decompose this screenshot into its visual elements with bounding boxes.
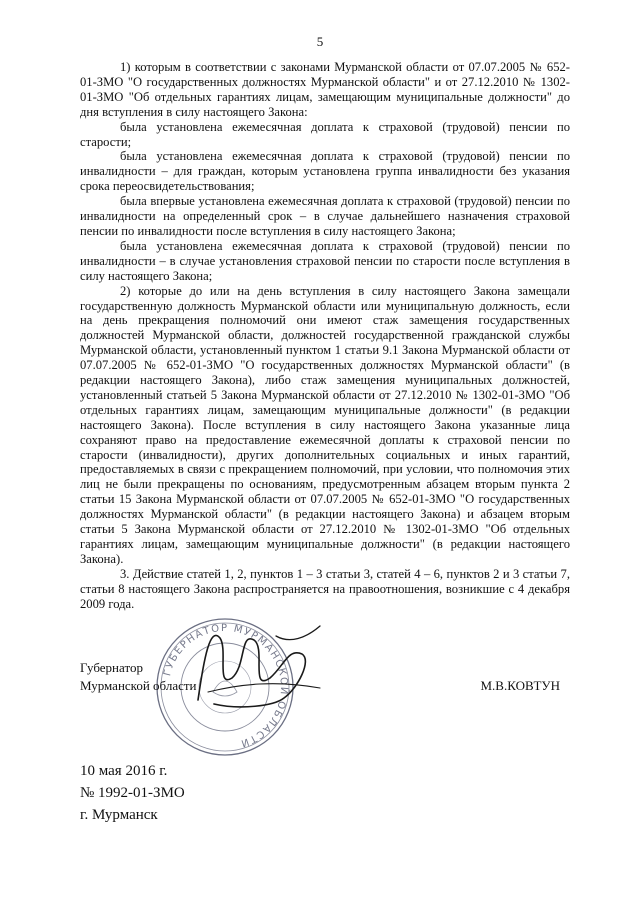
document-footer (80, 760, 185, 826)
paragraph-item-1: 1) которым в соответствии с законами Мурманской области от 07.07.2005 № 652-01-ЗМО "О государственных должностях Мурманской области" и от 27.12.2010 № 1302-01-ЗМО "Об отдельных гарантиях лицам, замещающим муниципальные должности" до дня вступления в силу настоящего Закона: (80, 60, 570, 119)
paragraph-article-3: 3. Действие статей 1, 2, пунктов 1 – 3 статьи 3, статей 4 – 6, пунктов 2 и 3 статьи 7, статьи 8 настоящего Закона распространяется на правоотношения, возникшие с 4 декабря 2009 года. (80, 566, 570, 611)
signing-date: 10 мая 2016 г. (80, 763, 168, 779)
paragraph-pension-old-age: была установлена ежемесячная доплата к страховой (трудовой) пенсии по старости; (80, 119, 570, 149)
signature-block (80, 660, 570, 720)
paragraph-pension-disability-term: была впервые установлена ежемесячная доплата к страховой (трудовой) пенсии по инвалидности на определенный срок – в случае дальнейшего назначения страховой пенсии по инвалидности после вступления в силу настоящего Закона; (80, 194, 570, 238)
page-number: 5 (316, 34, 324, 49)
paragraph-item-2: 2) которые до или на день вступления в силу настоящего Закона замещали государственную должность Мурманской области или муниципальную должность, если на день прекращения полномочий они имеют стаж замещения государственных должностей Мурманской области, должностей государственной гражданской службы Мурманской области, установленный пунктом 1 статьи 9.1 Закона Мурманской области от 07.07.2005 № 652-01-ЗМО "О государственных должностях Мурманской области" (в редакции настоящего Закона), либо стаж замещения муниципальных должностей, установленный статьей 5 Закона Мурманской области от 27.12.2010 № 1302-01-ЗМО "Об отдельных гарантиях лицам, замещающим муниципальные должности" (в редакции настоящего Закона). После вступления в силу настоящего Закона указанные лица сохраняют право на предоставление ежемесячной доплаты к страховой пенсии по старости (инвалидности), других дополнительных социальных и иных гарантий, предоставляемых в связи с прекращением полномочий, при условии, что полномочия этих лиц не были прекращены по основаниям, предусмотренным абзацем вторым пункта 2 статьи 15 Закона Мурманской области от 07.07.2005 № 652-01-ЗМО "О государственных должностях Мурманской области" (в редакции настоящего Закона) и абзацем вторым статьи 5 Закона Мурманской области от 27.12.2010 № 1302-01-ЗМО "Об отдельных гарантиях лицам, замещающим муниципальные должности" (в редакции настоящего Закона). (80, 283, 570, 566)
paragraph-pension-disability: была установлена ежемесячная доплата к страховой (трудовой) пенсии по инвалидности – для граждан, которым установлена группа инвалидности без указания срока переосвидетельствования; (80, 149, 570, 194)
document-body (80, 60, 570, 612)
paragraph-pension-disability-old-age: была установлена ежемесячная доплата к страховой (трудовой) пенсии по инвалидности – в случае установления страховой пенсии по старости после вступления в силу настоящего Закона; (80, 238, 570, 283)
signer-title-line-2: Мурманской области (80, 678, 197, 693)
signer-name: М.В.КОВТУН (480, 678, 560, 693)
law-number: № 1992-01-ЗМО (80, 785, 185, 801)
seal-text: ГУБЕРНАТОР МУРМАНСКОЙ ОБЛАСТИ (162, 622, 290, 749)
signer-title-line-1: Губернатор (80, 660, 143, 675)
signing-city: г. Мурманск (80, 807, 158, 823)
